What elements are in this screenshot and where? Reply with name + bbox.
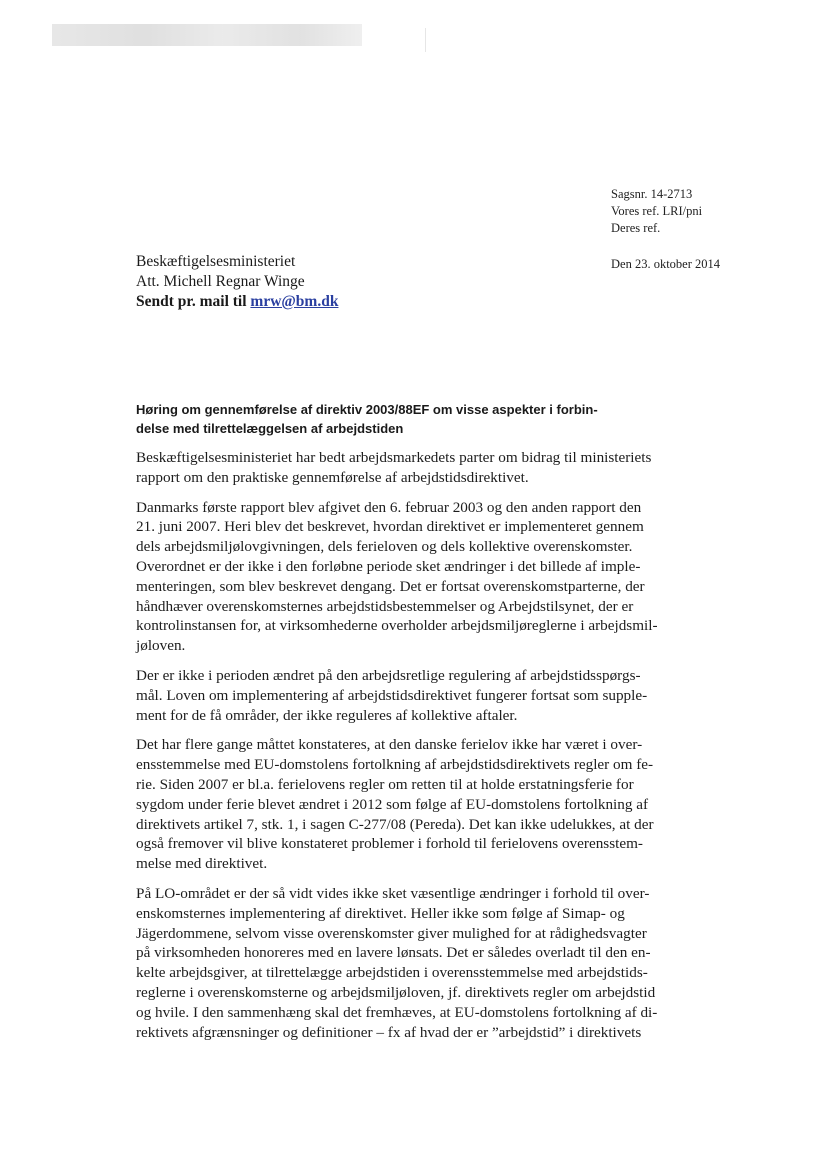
text-line: menteringen, som blev beskrevet dengang. Det er fortsat overenskomstparterne, der	[136, 577, 645, 595]
text-line: sygdom under ferie blevet ændret i 2012 som følge af EU-domstolens fortolkning af	[136, 795, 649, 813]
sent-by-mail-line	[136, 292, 338, 312]
text-line: På LO-området er der så vidt vides ikke sket væsentlige ændringer i forhold til over-	[136, 884, 650, 902]
scanned-header-strip	[52, 24, 362, 46]
text-line: kelte arbejdsgiver, at tilrettelægge arbejdstiden i overensstemmelse med arbejdstids-	[136, 964, 648, 982]
body-paragraph	[136, 884, 690, 1042]
body-paragraph	[136, 498, 690, 656]
text-line: rektivets afgrænsninger og definitioner – fx af hvad der er ”arbejdstid” i direktivets	[136, 1023, 642, 1041]
case-number: Sagsnr. 14-2713	[611, 187, 693, 201]
body-paragraph	[136, 735, 690, 874]
text-line: håndhæver overenskomsternes arbejdstidsbestemmelser og Arbejdstilsynet, der er	[136, 597, 634, 615]
reference-block	[611, 186, 702, 237]
subject-line: Høring om gennemførelse af direktiv 2003/88EF om visse aspekter i forbin-	[136, 402, 598, 417]
recipient-address	[136, 252, 338, 312]
text-line: jøloven.	[136, 637, 186, 655]
scan-artifact-line	[425, 28, 426, 52]
subject-line: delse med tilrettelæggelsen af arbejdstiden	[136, 421, 404, 436]
your-reference: Deres ref.	[611, 221, 661, 235]
text-line: kontrolinstansen for, at virksomhederne overholder arbejdsmiljøreglerne i arbejdsmil-	[136, 617, 658, 635]
text-line: melse med direktivet.	[136, 855, 268, 873]
text-line: Det har flere gange måttet konstateres, at den danske ferielov ikke har været i over-	[136, 736, 643, 754]
letter-subject	[136, 400, 690, 438]
text-line: reglerne i overenskomsterne og arbejdsmiljøloven, jf. direktivets regler om arbejdstid	[136, 983, 656, 1001]
body-paragraph	[136, 448, 690, 488]
recipient-email-link[interactable]: mrw@bm.dk	[250, 293, 339, 310]
text-line: også fremover vil blive konstateret problemer i forhold til ferielovens overensstem-	[136, 835, 643, 853]
text-line: Beskæftigelsesministeriet har bedt arbejdsmarkedets parter om bidrag til ministeriets	[136, 449, 652, 466]
text-line: ment for de få områder, der ikke reguleres af kollektive aftaler.	[136, 706, 518, 724]
text-line: 21. juni 2007. Heri blev det beskrevet, hvordan direktivet er implementeret gennem	[136, 518, 644, 536]
text-line: Overordnet er der ikke i den forløbne periode sket ændringer i det billede af imple-	[136, 557, 641, 575]
recipient-attention: Att. Michell Regnar Winge	[136, 273, 305, 290]
sent-by-mail-prefix: Sendt pr. mail til	[136, 293, 251, 310]
text-line: enskomsternes implementering af direktivet. Heller ikke som følge af Simap- og	[136, 904, 625, 922]
text-line: Der er ikke i perioden ændret på den arbejdsretlige regulering af arbejdstidsspørgs-	[136, 666, 641, 684]
text-line: direktivets artikel 7, stk. 1, i sagen C-277/08 (Pereda). Det kan ikke udelukkes, at der	[136, 815, 654, 833]
letter-date: Den 23. oktober 2014	[611, 257, 721, 271]
text-line: rapport om den praktiske gennemførelse af arbejdstidsdirektivet.	[136, 468, 529, 486]
text-line: Jägerdommene, selvom visse overenskomster giver mulighed for at rådighedsvagter	[136, 924, 647, 942]
letter-body	[136, 400, 690, 1052]
body-paragraph	[136, 666, 690, 725]
text-line: mål. Loven om implementering af arbejdstidsdirektivet fungerer fortsat som supple-	[136, 686, 648, 704]
text-line: dels arbejdsmiljølovgivningen, dels ferieloven og dels kollektive overenskomster.	[136, 538, 633, 556]
our-reference: Vores ref. LRI/pni	[611, 204, 703, 218]
text-line: og hvile. I den sammenhæng skal det fremhæves, at EU-domstolens fortolkning af di-	[136, 1003, 658, 1021]
text-line: Danmarks første rapport blev afgivet den 6. februar 2003 og den anden rapport den	[136, 498, 642, 516]
text-line: ensstemmelse med EU-domstolens fortolkning af arbejdstidsdirektivets regler om fe-	[136, 756, 654, 774]
text-line: rie. Siden 2007 er bl.a. ferielovens regler om retten til at holde erstatningsferie for	[136, 775, 634, 793]
recipient-organization: Beskæftigelsesministeriet	[136, 253, 296, 270]
text-line: på virksomheden honoreres med en lavere lønsats. Det er således overladt til den en-	[136, 944, 651, 962]
